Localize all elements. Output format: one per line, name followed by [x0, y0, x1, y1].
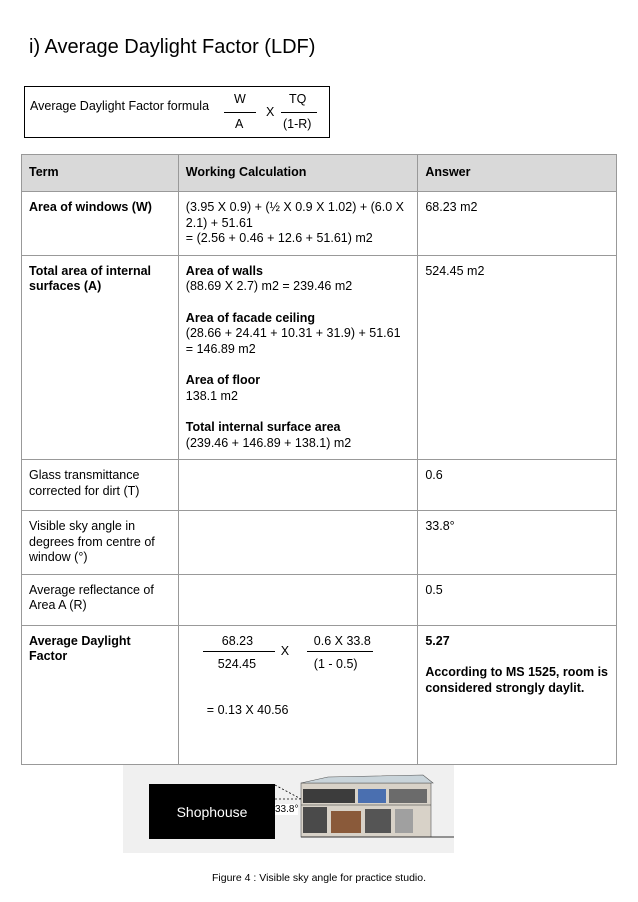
- table-row: [22, 511, 617, 575]
- adf-num2: 0.6 X 33.8: [313, 633, 371, 648]
- calc-cell: [178, 511, 418, 575]
- answer-cell: 0.6: [418, 460, 617, 511]
- sky-angle-label: 33.8°: [275, 804, 299, 815]
- calc-line: (239.46 + 146.89 + 138.1) m2: [185, 435, 352, 450]
- formula-box: [24, 86, 330, 138]
- calc-heading: Area of facade ceiling: [185, 310, 316, 325]
- adf-answer: 5.27: [425, 633, 450, 648]
- answer-cell: [418, 625, 617, 764]
- adf-fraction: [186, 634, 411, 754]
- calc-cell: [178, 625, 418, 764]
- term-cell: Area of windows (W): [22, 192, 179, 256]
- term-cell: Glass transmittance corrected for dirt (T): [22, 460, 179, 511]
- calc-line: (3.95 X 0.9) + (½ X 0.9 X 1.02) + (6.0 X 2.1) + 51.61: [185, 200, 404, 230]
- header-answer: Answer: [418, 155, 617, 192]
- term-cell: Average reflectance of Area A (R): [22, 574, 179, 625]
- header-working-calculation: Working Calculation: [178, 155, 418, 192]
- formula-times: X: [266, 105, 275, 119]
- formula-label: Average Daylight Factor formula: [30, 99, 210, 113]
- term-cell: Visible sky angle in degrees from centre of window (°): [22, 511, 179, 575]
- sky-angle-figure: [123, 765, 454, 853]
- header-term: Term: [22, 155, 179, 192]
- calc-line: (28.66 + 24.41 + 10.31 + 31.9) + 51.61 = 146.89 m2: [185, 326, 401, 356]
- formula-tq: TQ: [289, 92, 307, 106]
- adf-num1: 68.23: [221, 633, 254, 648]
- calc-line: = (2.56 + 0.46 + 12.6 + 51.61) m2: [185, 231, 373, 245]
- formula-a: A: [235, 117, 244, 131]
- table-header-row: [22, 155, 617, 192]
- calc-cell: [178, 574, 418, 625]
- table-row: [22, 460, 617, 511]
- figure-caption: Figure 4 : Visible sky angle for practice studio.: [212, 872, 426, 884]
- table-row: [22, 255, 617, 460]
- page-title: i) Average Daylight Factor (LDF): [29, 36, 316, 58]
- answer-cell: 33.8°: [418, 511, 617, 575]
- formula-w: W: [234, 92, 246, 106]
- calc-heading: Total internal surface area: [185, 420, 341, 434]
- calc-heading: Area of floor: [185, 373, 261, 387]
- adf-result: = 0.13 X 40.56: [206, 702, 289, 717]
- answer-cell: 524.45 m2: [418, 255, 617, 460]
- table-row: [22, 192, 617, 256]
- calc-line: 138.1 m2: [185, 388, 238, 403]
- calc-line: (88.69 X 2.7) m2 = 239.46 m2: [185, 279, 353, 293]
- calculation-table: [21, 154, 617, 765]
- formula-fraction-line: [224, 112, 256, 113]
- shophouse-block: Shophouse: [149, 784, 275, 839]
- adf-times: X: [280, 643, 290, 658]
- answer-cell: 68.23 m2: [418, 192, 617, 256]
- adf-den1: 524.45: [217, 656, 257, 671]
- term-cell: Average Daylight Factor: [22, 625, 179, 764]
- term-cell: Total area of internal surfaces (A): [22, 255, 179, 460]
- calc-cell: [178, 255, 418, 460]
- adf-den2: (1 - 0.5): [313, 656, 358, 671]
- formula-one-minus-r: (1-R): [283, 117, 312, 131]
- calc-cell: [178, 192, 418, 256]
- adf-fraction-line: [203, 651, 275, 652]
- adf-fraction-line-2: [307, 651, 373, 652]
- answer-cell: 0.5: [418, 574, 617, 625]
- calc-heading: Area of walls: [185, 263, 263, 278]
- table-row: [22, 625, 617, 764]
- calc-cell: [178, 460, 418, 511]
- formula-fraction-line-2: [281, 112, 317, 113]
- adf-note: According to MS 1525, room is considered strongly daylit.: [425, 665, 609, 695]
- table-row: [22, 574, 617, 625]
